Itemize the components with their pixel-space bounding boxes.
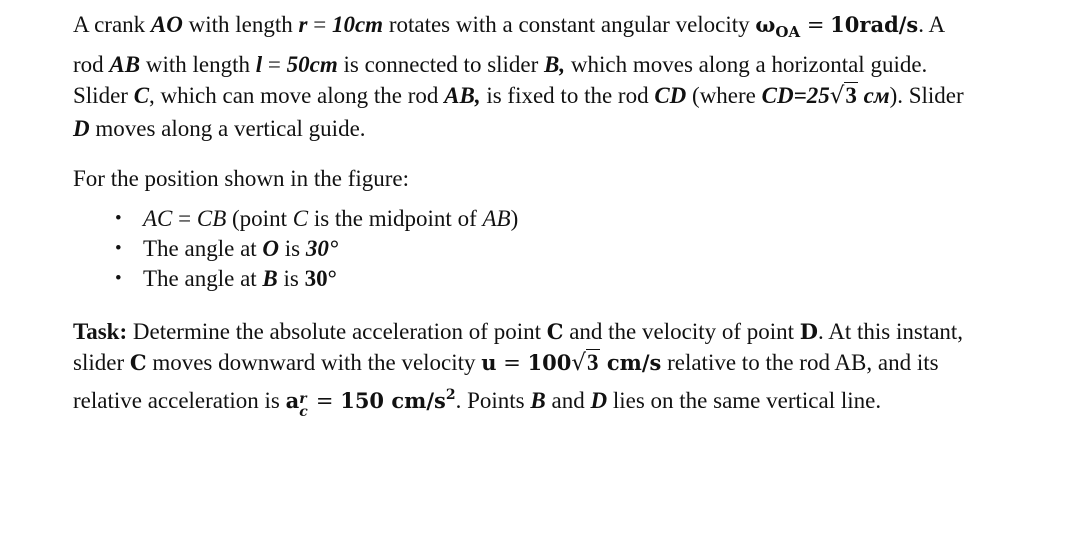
task-text: . At this instant, slider xyxy=(73,318,964,375)
item-text: is the midpoint of xyxy=(308,205,483,231)
omega-equals: = xyxy=(800,13,825,37)
relative-acceleration-symbol xyxy=(285,387,310,420)
equals-sign: = xyxy=(496,351,528,375)
omega-letter: ω xyxy=(755,12,776,37)
task-text: lies on the same vertical line. xyxy=(607,387,882,413)
slider-d: D xyxy=(73,115,90,141)
segment-ab: AB xyxy=(482,205,511,231)
accel-letter: a xyxy=(285,387,300,413)
equals-sign: = xyxy=(172,205,197,231)
velocity-number: 100 xyxy=(527,350,572,375)
task-text: and xyxy=(545,387,591,413)
velocity-unit: cm/s xyxy=(599,350,662,375)
radical-sign: √ xyxy=(571,350,587,376)
sqrt-three-u xyxy=(571,347,599,380)
accel-value: 150 cm/s xyxy=(340,387,446,413)
accel-power: 2 xyxy=(445,386,456,403)
item-text: The angle at xyxy=(143,235,263,261)
intro-text: (where xyxy=(686,83,762,108)
intro-paragraph xyxy=(73,9,973,144)
item-text: is xyxy=(277,265,305,291)
bullet-icon: • xyxy=(115,237,122,259)
slider-b: B, xyxy=(544,51,566,77)
intro-text: rotates with a constant angular velocity xyxy=(383,12,756,37)
intro-text: with length xyxy=(182,12,299,37)
intro-text: A crank xyxy=(73,12,151,37)
item-text: ) xyxy=(510,205,519,231)
point-d: D xyxy=(590,387,608,413)
list-item xyxy=(73,264,973,294)
point-c: C xyxy=(292,205,309,231)
accel-subscript: c xyxy=(299,403,308,420)
conditions-list xyxy=(73,204,973,294)
omega-subscript: OA xyxy=(775,23,801,41)
length-value: 50cm xyxy=(286,51,338,77)
item-text: (point xyxy=(226,205,293,231)
rod-ab: AB, xyxy=(444,83,481,108)
list-item xyxy=(73,204,973,234)
length-symbol: l xyxy=(255,51,263,77)
radicand: 3 xyxy=(845,83,857,108)
intro-text: with length xyxy=(140,51,256,77)
task-label: Task: xyxy=(73,318,128,344)
point-b: B xyxy=(530,387,546,413)
point-o: O xyxy=(262,235,280,261)
intro-text: is connected to slider xyxy=(337,51,545,77)
item-text: is xyxy=(279,235,306,261)
cd-length: CD=25 xyxy=(761,83,830,108)
intro-text: moves along a vertical guide. xyxy=(89,115,366,141)
intro-text: . A rod xyxy=(73,12,944,77)
list-item xyxy=(73,234,973,264)
intro-text: = xyxy=(262,51,287,77)
omega-value: 10rad/s xyxy=(830,12,919,37)
position-line: For the position shown in the figure: xyxy=(73,166,410,191)
task-text: moves downward with the velocity xyxy=(146,350,482,375)
intro-text: , which can move along the rod xyxy=(149,83,445,108)
task-paragraph xyxy=(73,316,973,418)
intro-text: ). Slider xyxy=(889,83,964,108)
cd-unit: см xyxy=(857,83,890,108)
omega-symbol xyxy=(755,12,801,41)
bullet-icon: • xyxy=(115,267,122,289)
point-c: C xyxy=(546,318,564,344)
radius-value: 10cm xyxy=(331,12,384,37)
point-b: B xyxy=(262,265,278,291)
point-d: D xyxy=(799,318,819,344)
radicand: 3 xyxy=(587,350,599,375)
task-text: Determine the absolute acceleration of point xyxy=(127,318,547,344)
problem-document xyxy=(73,9,973,420)
angle-value: 30° xyxy=(305,235,339,261)
point-c: C xyxy=(129,350,147,375)
velocity-symbol: u xyxy=(481,350,497,375)
intro-text: which moves along a horizontal guide. Slider xyxy=(73,51,928,108)
segment-ac: AC xyxy=(143,205,173,231)
angle-value: 30° xyxy=(304,265,337,291)
task-text: relative to the rod AB, and its relative acceleration is xyxy=(73,350,939,413)
segment-cb: CB xyxy=(196,205,227,231)
task-text: . Points xyxy=(455,387,531,413)
accel-superscript: r xyxy=(299,390,307,407)
task-text: and the velocity of point xyxy=(563,318,800,344)
crank-name: AO xyxy=(150,12,183,37)
rod-name: AB xyxy=(109,51,141,77)
equals-sign: = xyxy=(309,388,341,413)
intro-text: = xyxy=(307,12,332,37)
intro-text: is fixed to the rod xyxy=(480,83,655,108)
rod-cd: CD xyxy=(654,83,687,108)
radical-sign: √ xyxy=(829,83,845,109)
radius-symbol: r xyxy=(298,12,308,37)
sqrt-three-cd xyxy=(830,80,858,113)
accel-indices xyxy=(299,390,309,420)
slider-c: C xyxy=(133,83,150,108)
item-text: The angle at xyxy=(143,265,263,291)
bullet-icon: • xyxy=(115,207,122,229)
